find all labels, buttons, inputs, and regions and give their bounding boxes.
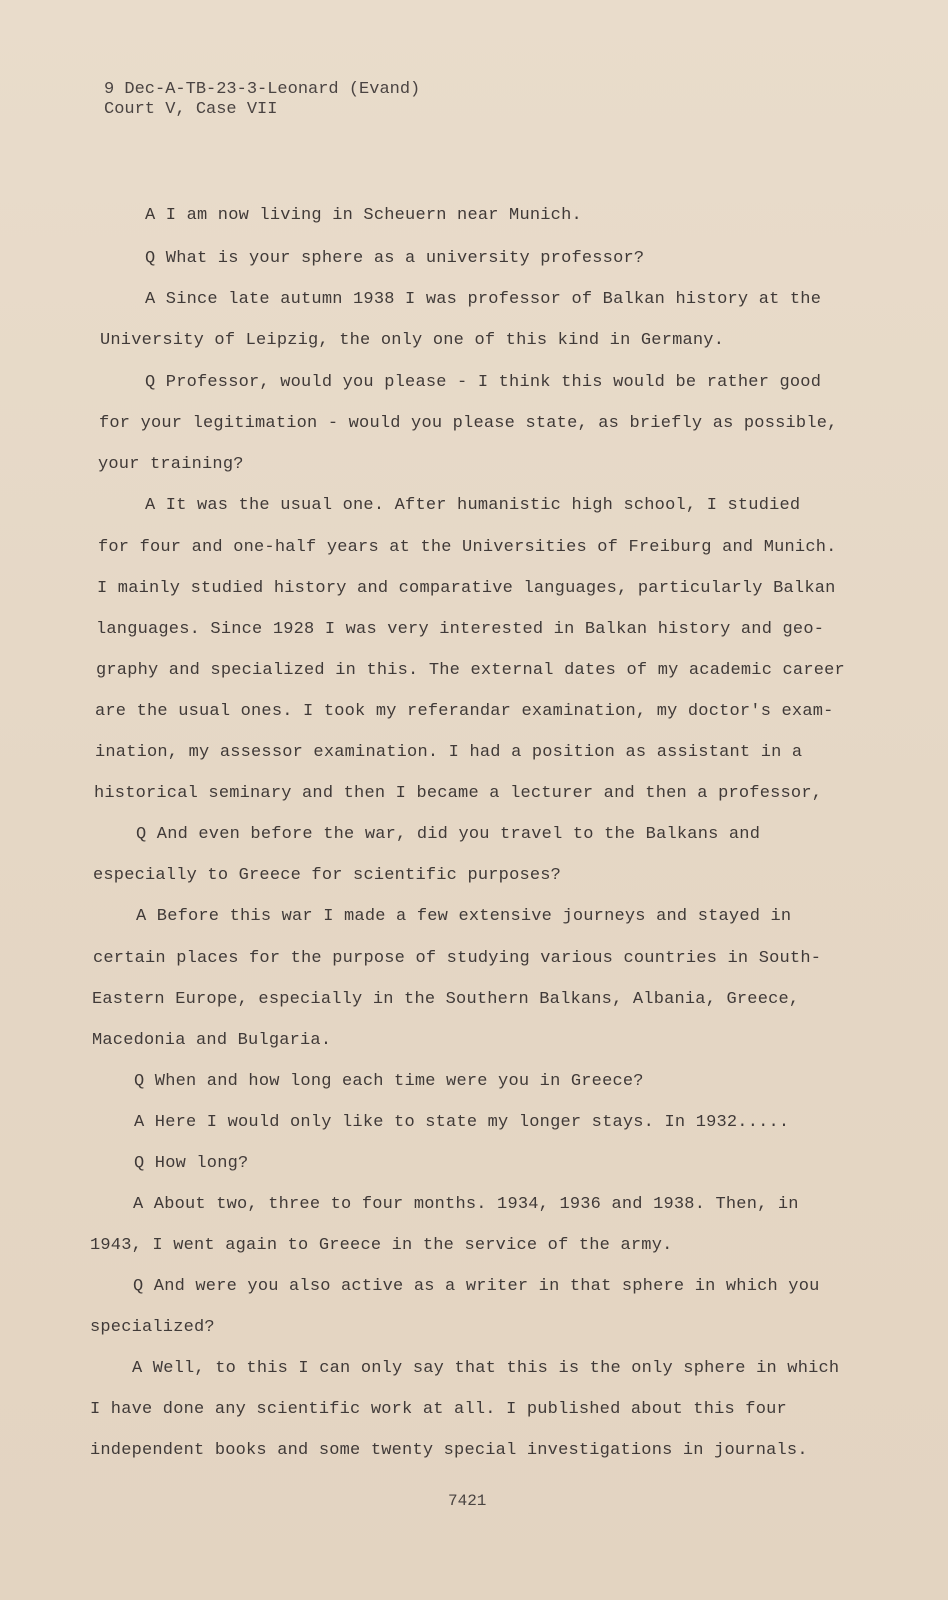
transcript-line: Q When and how long each time were you in Greece? (134, 1072, 644, 1091)
transcript-line: specialized? (90, 1318, 215, 1337)
transcript-line: A Since late autumn 1938 I was professor of Balkan history at the (145, 290, 822, 309)
page-number: 7421 (448, 1492, 487, 1510)
transcript-line: I mainly studied history and comparative languages, particularly Balkan (97, 579, 836, 598)
transcript-line: 1943, I went again to Greece in the service of the army. (90, 1236, 673, 1255)
transcript-line: Macedonia and Bulgaria. (92, 1031, 332, 1050)
transcript-line: A Before this war I made a few extensive journeys and stayed in (136, 907, 792, 926)
transcript-line: Q What is your sphere as a university professor? (145, 249, 645, 268)
transcript-line: ination, my assessor examination. I had a position as assistant in a (95, 743, 803, 762)
transcript-line: University of Leipzig, the only one of this kind in Germany. (100, 331, 725, 350)
transcript-line: A I am now living in Scheuern near Munich. (145, 206, 582, 225)
transcript-line: Eastern Europe, especially in the Southern Balkans, Albania, Greece, (92, 990, 800, 1009)
document-header (104, 80, 420, 120)
header-reference: 9 Dec-A-TB-23-3-Leonard (Evand) (104, 80, 421, 99)
transcript-line: Q And were you also active as a writer in that sphere in which you (133, 1277, 820, 1296)
transcript-line: Q Professor, would you please - I think this would be rather good (145, 373, 822, 392)
transcript-line: your training? (98, 455, 244, 474)
transcript-line: historical seminary and then I became a lecturer and then a professor, (94, 784, 823, 803)
transcript-line: I have done any scientific work at all. I published about this four (90, 1400, 787, 1419)
transcript-line: A It was the usual one. After humanistic high school, I studied (145, 496, 801, 515)
transcript-line: independent books and some twenty special investigations in journals. (90, 1441, 808, 1460)
transcript-line: A About two, three to four months. 1934, 1936 and 1938. Then, in (133, 1195, 799, 1214)
transcript-line: A Well, to this I can only say that this is the only sphere in which (132, 1359, 840, 1378)
transcript-line: A Here I would only like to state my longer stays. In 1932..... (134, 1113, 790, 1132)
transcript-line: graphy and specialized in this. The external dates of my academic career (96, 661, 845, 680)
transcript-line: Q And even before the war, did you travel to the Balkans and (136, 825, 761, 844)
transcript-line: Q How long? (134, 1154, 249, 1173)
transcript-line: for four and one-half years at the Universities of Freiburg and Munich. (98, 538, 837, 557)
transcript-line: certain places for the purpose of studying various countries in South- (93, 949, 822, 968)
transcript-line: are the usual ones. I took my referandar examination, my doctor's exam- (95, 702, 834, 721)
transcript-line: especially to Greece for scientific purposes? (93, 866, 562, 885)
transcript-line: languages. Since 1928 I was very interested in Balkan history and geo- (96, 620, 825, 639)
header-court-case: Court V, Case VII (104, 100, 278, 119)
transcript-line: for your legitimation - would you please state, as briefly as possible, (99, 414, 838, 433)
